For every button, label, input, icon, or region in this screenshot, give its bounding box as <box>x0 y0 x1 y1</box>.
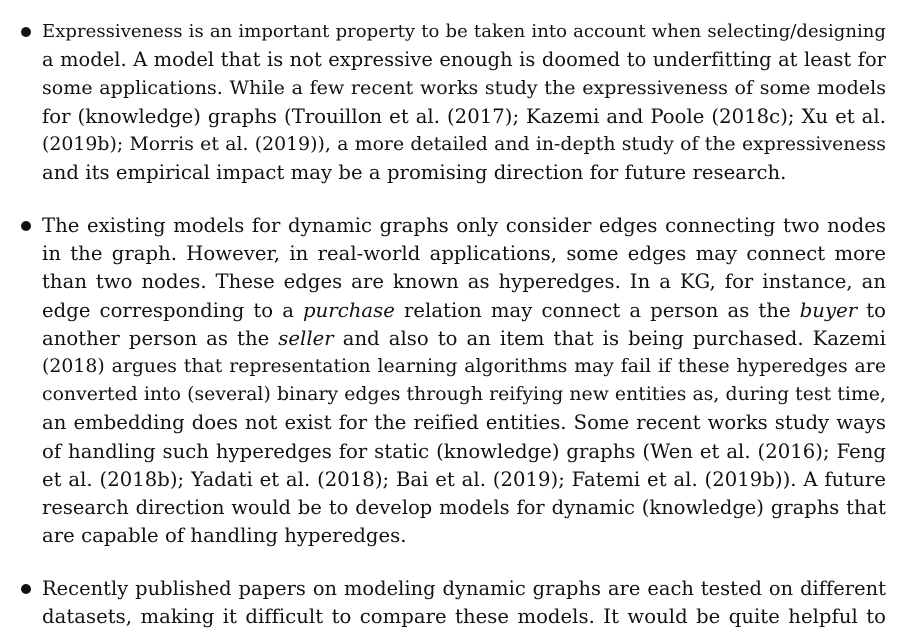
paragraph <box>42 18 886 187</box>
text-run: edge corresponding to a <box>42 298 304 322</box>
text-line: are capable of handling hyperedges. <box>42 524 407 548</box>
bullet-icon <box>21 584 31 594</box>
text-run: relation may connect a person as the <box>394 298 800 322</box>
text-line: some applications. While a few recent works study the expressiveness of some models <box>42 77 886 100</box>
emphasis-buyer: buyer <box>799 298 858 322</box>
text-line: a model. A model that is not expressive enough is doomed to underfitting at least for <box>42 48 886 72</box>
text-line: research direction would be to develop models for dynamic (knowledge) graphs that <box>42 495 886 519</box>
paragraph <box>42 575 886 631</box>
emphasis-purchase: purchase <box>303 298 395 322</box>
text-line: et al. (2018b); Yadati et al. (2018); Bai et al. (2019); Fatemi et al. (2019b)). A future <box>42 467 886 491</box>
text-line: datasets, making it difficult to compare these models. It would be quite helpful to <box>42 605 886 629</box>
text-line <box>42 325 886 353</box>
text-line <box>42 297 886 325</box>
text-line: Recently published papers on modeling dynamic graphs are each tested on different <box>42 577 886 600</box>
text-line: and its empirical impact may be a promising direction for future research. <box>42 160 787 184</box>
text-line: in the graph. However, in real-world applications, some edges may connect more <box>42 242 886 266</box>
text-line: (2018) argues that representation learning algorithms may fail if these hyperedges are <box>42 355 886 377</box>
text-run: to <box>857 298 886 322</box>
text-line: (2019b); Morris et al. (2019)), a more detailed and in-depth study of the expressiveness <box>42 133 886 155</box>
text-line: converted into (several) binary edges through reifying new entities as, during test time, <box>42 384 886 406</box>
text-line: Expressiveness is an important property to be taken into account when selecting/designing <box>42 21 886 42</box>
text-line: The existing models for dynamic graphs only consider edges connecting two nodes <box>42 214 886 237</box>
emphasis-seller: seller <box>278 326 334 350</box>
text-line: of handling such hyperedges for static (knowledge) graphs (Wen et al. (2016); Feng <box>42 439 886 463</box>
text-line: than two nodes. These edges are known as hyperedges. In a KG, for instance, an <box>42 270 886 294</box>
text-run: and also to an item that is being purchased. Kazemi <box>333 326 886 350</box>
text-line: for (knowledge) graphs (Trouillon et al. (2017); Kazemi and Poole (2018c); Xu et al. <box>42 104 886 128</box>
bullet-icon <box>21 221 31 231</box>
text-line: an embedding does not exist for the reified entities. Some recent works study ways <box>42 411 886 435</box>
bullet-icon <box>21 27 31 37</box>
text-run: another person as the <box>42 326 279 350</box>
paragraph <box>42 212 886 550</box>
